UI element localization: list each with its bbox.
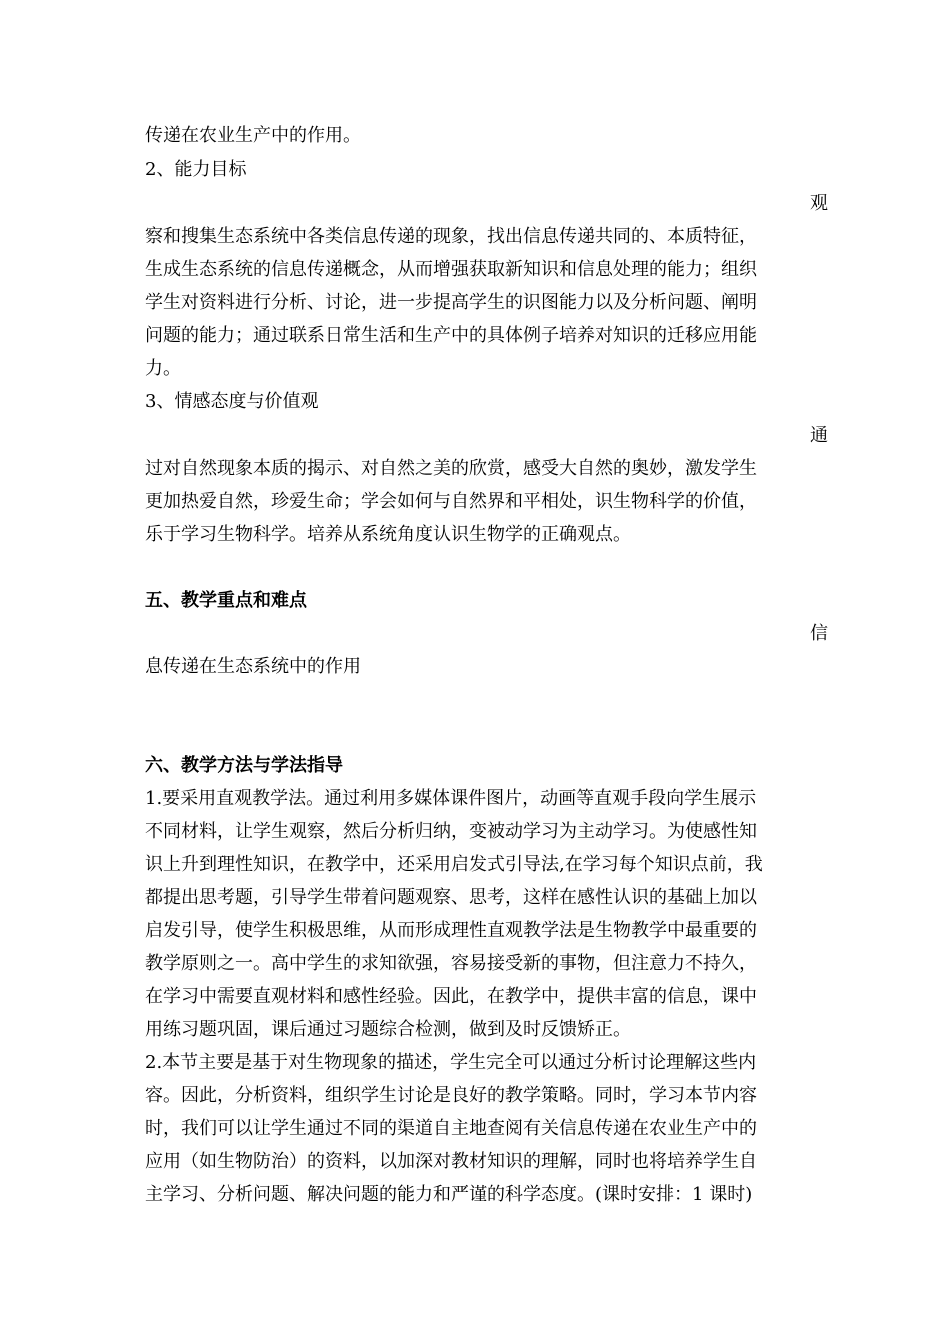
section6-p1-line: 启发引导，使学生积极思维，从而形成理性直观教学法是生物教学中最重要的: [145, 920, 757, 941]
section5-lead-char: 信: [810, 623, 828, 644]
emotion-line: 更加热爱自然，珍爱生命；学会如何与自然界和平相处，识生物科学的价值，: [145, 491, 757, 512]
section6-p1-line: 不同材料，让学生观察，然后分析归纳，变被动学习为主动学习。为使感性知: [145, 821, 757, 842]
ability-line: 生成生态系统的信息传递概念，从而增强获取新知识和信息处理的能力；组织: [145, 259, 757, 280]
section6-p1-line: 1.要采用直观教学法。通过利用多媒体课件图片，动画等直观手段向学生展示: [145, 788, 757, 809]
section5-heading: 五、教学重点和难点: [145, 590, 307, 611]
ability-heading: 2、能力目标: [145, 159, 247, 180]
section6-p2-line: 应用（如生物防治）的资料，以加深对教材知识的理解，同时也将培养学生自: [145, 1151, 757, 1172]
section6-p1-line: 在学习中需要直观材料和感性经验。因此，在教学中，提供丰富的信息，课中: [145, 986, 757, 1007]
section6-p1-line: 都提出思考题，引导学生带着问题观察、思考，这样在感性认识的基础上加以: [145, 887, 757, 908]
section6-p1-line: 教学原则之一。高中学生的求知欲强，容易接受新的事物，但注意力不持久，: [145, 953, 757, 974]
ability-line: 力。: [145, 358, 181, 379]
section6-p2-line: 主学习、分析问题、解决问题的能力和严谨的科学态度。(课时安排：1 课时): [145, 1184, 753, 1205]
section6-heading: 六、教学方法与学法指导: [145, 755, 343, 776]
section6-p1-line: 用练习题巩固，课后通过习题综合检测，做到及时反馈矫正。: [145, 1019, 631, 1040]
ability-line: 察和搜集生态系统中各类信息传递的现象，找出信息传递共同的、本质特征，: [145, 226, 757, 247]
section6-p1-line: 识上升到理性知识，在教学中，还采用启发式引导法,在学习每个知识点前，我: [145, 854, 763, 875]
section6-p2-line: 时，我们可以让学生通过不同的渠道自主地查阅有关信息传递在农业生产中的: [145, 1118, 757, 1139]
section5-line: 息传递在生态系统中的作用: [145, 656, 361, 677]
emotion-line: 乐于学习生物科学。培养从系统角度认识生物学的正确观点。: [145, 524, 631, 545]
ability-line: 问题的能力；通过联系日常生活和生产中的具体例子培养对知识的迁移应用能: [145, 325, 757, 346]
emotion-heading: 3、情感态度与价值观: [145, 391, 319, 412]
section6-p2-line: 容。因此，分析资料，组织学生讨论是良好的教学策略。同时，学习本节内容: [145, 1085, 757, 1106]
ability-line: 学生对资料进行分析、讨论，进一步提高学生的识图能力以及分析问题、阐明: [145, 292, 757, 313]
section6-p2-line: 2.本节主要是基于对生物现象的描述，学生完全可以通过分析讨论理解这些内: [145, 1052, 757, 1073]
emotion-lead-char: 通: [810, 425, 828, 446]
intro-line: 传递在农业生产中的作用。: [145, 125, 361, 146]
emotion-line: 过对自然现象本质的揭示、对自然之美的欣赏，感受大自然的奥妙，激发学生: [145, 458, 757, 479]
ability-lead-char: 观: [810, 193, 828, 214]
